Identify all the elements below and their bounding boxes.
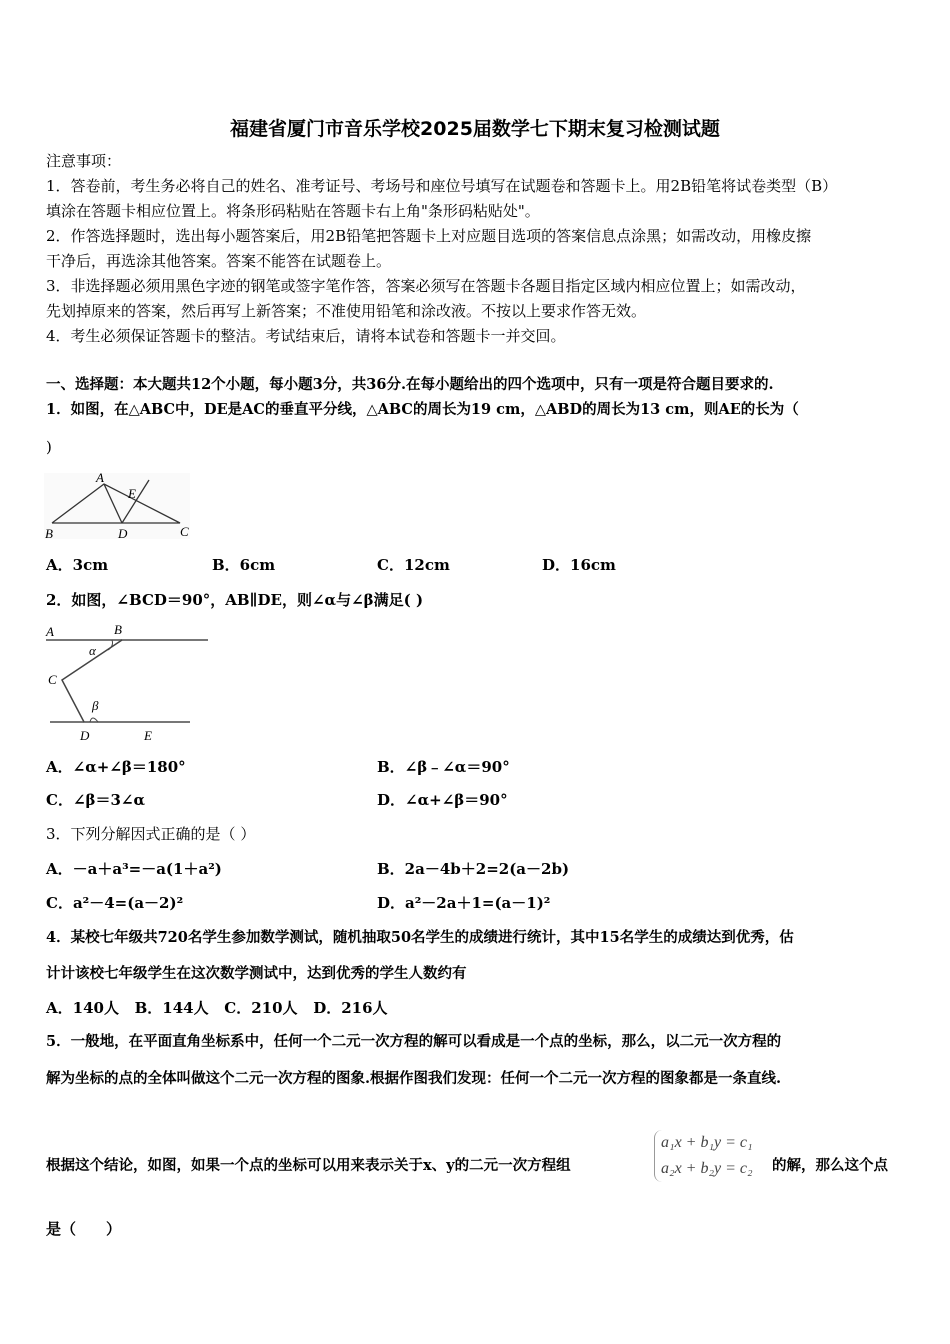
q1-option-c[interactable]: C．12cm [377,556,450,574]
label-alpha: α [89,643,96,658]
label-c: C [180,524,189,539]
equation-1: a₁x + b₁y = c₁ [661,1134,753,1151]
label-b: B [114,622,122,637]
label-b: B [45,526,53,541]
label-e: E [144,728,152,743]
q1-option-d[interactable]: D．16cm [542,556,616,574]
q3-option-b[interactable]: B．2a－4b＋2=2(a－2b) [377,860,570,878]
label-c: C [48,672,57,687]
q5-line: 解为坐标的点的全体叫做这个二元一次方程的图象.根据作图我们发现：任何一个二元一次方程的图象都是一条直线. [46,1070,782,1087]
q2-stem: 2．如图，∠BCD＝90°，AB∥DE，则∠α与∠β满足( ) [46,591,424,609]
label-d: D [118,526,128,541]
section-heading: 一、选择题：本大题共12个小题，每小题3分，共36分.在每小题给出的四个选项中，只有一项是符合题目要求的. [46,376,774,393]
label-a: A [96,470,104,485]
label-a: A [46,624,54,639]
q4-options[interactable]: A．140人 B．144人 C．210人 D．216人 [46,999,388,1017]
q3-stem: 3．下列分解因式正确的是（ ） [46,825,256,843]
notice-line: 干净后，再选涂其他答案。答案不能答在试题卷上。 [46,252,392,270]
page-title: 福建省厦门市音乐学校2025届数学七下期末复习检测试题 [230,118,720,140]
q1-triangle-figure [44,470,192,542]
notice-line: 2．作答选择题时，选出每小题答案后，用2B铅笔把答题卡上对应题目选项的答案信息点涂黑；如需改动，用橡皮擦 [46,227,812,245]
notice-line: 1．答卷前，考生务必将自己的姓名、准考证号、考场号和座位号填写在试题卷和答题卡上。用2B铅笔将试卷类型（B） [46,177,838,195]
q1-stem: 1．如图，在△ABC中，DE是AC的垂直平分线，△ABC的周长为19 cm，△ABD的周长为13 cm，则AE的长为（ [46,401,799,418]
q2-option-b[interactable]: B．∠β﹣∠α＝90° [377,758,510,776]
label-d: D [80,728,90,743]
q5-line: 5．一般地，在平面直角坐标系中，任何一个二元一次方程的解可以看成是一个点的坐标，那么，以二元一次方程的 [46,1033,782,1050]
q5-post: 的解，那么这个点 [772,1157,888,1174]
q2-parallel-lines-figure [44,620,212,744]
q3-option-a[interactable]: A．－a＋a³=－a(1＋a²) [46,860,222,878]
q5-pre: 根据这个结论，如图，如果一个点的坐标可以用来表示关于x、y的二元一次方程组 [46,1157,571,1174]
q2-option-d[interactable]: D．∠α+∠β＝90° [377,791,508,809]
q2-option-a[interactable]: A．∠α+∠β＝180° [46,758,186,776]
q2-option-c[interactable]: C．∠β＝3∠α [46,791,146,809]
equation-2: a₂x + b₂y = c₂ [661,1160,753,1177]
notice-line: 填涂在答题卡相应位置上。将条形码粘贴在答题卡右上角"条形码粘贴处"。 [46,202,540,220]
label-beta: β [92,698,99,713]
q1-stem-end: ) [46,438,52,456]
notice-line: 3．非选择题必须用黑色字迹的钢笔或签字笔作答，答案必须写在答题卡各题目指定区域内相应位置上；如需改动， [46,277,806,295]
notice-line: 4．考生必须保证答题卡的整洁。考试结束后，请将本试卷和答题卡一并交回。 [46,327,566,345]
q4-stem-cont: 计计该校七年级学生在这次数学测试中，达到优秀的学生人数约有 [46,965,467,982]
q3-option-d[interactable]: D．a²－2a＋1=(a－1)² [377,894,551,912]
label-e: E [128,486,136,501]
notice-heading: 注意事项： [46,152,122,170]
q1-option-a[interactable]: A．3cm [46,556,109,574]
notice-line: 先划掉原来的答案，然后再写上新答案；不准使用铅笔和涂改液。不按以上要求作答无效。 [46,302,647,320]
equation-system [654,1130,753,1182]
q5-end: 是（ ） [46,1220,122,1238]
q3-option-c[interactable]: C．a²－4=(a－2)² [46,894,184,912]
q1-option-b[interactable]: B．6cm [212,556,276,574]
q4-stem: 4．某校七年级共720名学生参加数学测试，随机抽取50名学生的成绩进行统计，其中15名学生的成绩达到优秀，估 [46,929,794,946]
